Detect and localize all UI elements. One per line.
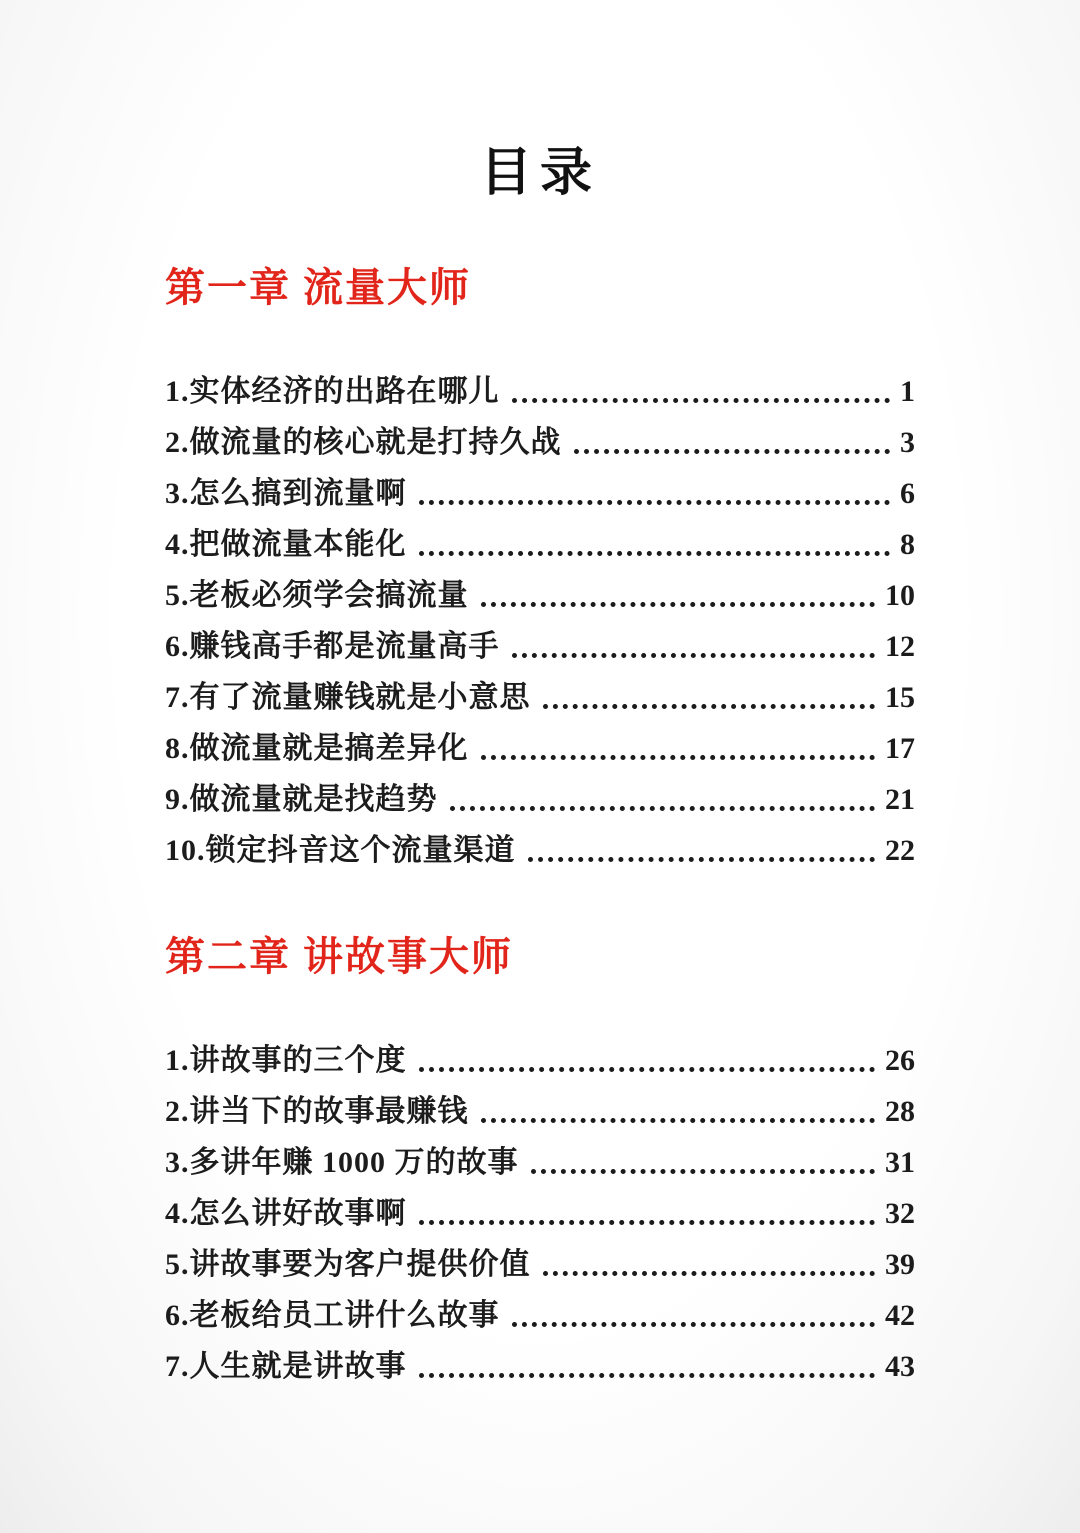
toc-entry[interactable]	[165, 782, 915, 818]
dot-leader	[531, 1169, 876, 1174]
toc-entry-label: 5.老板必须学会搞流量	[165, 579, 469, 612]
chapters-container	[165, 265, 915, 1385]
toc-entry-label: 1.讲故事的三个度	[165, 1044, 407, 1077]
toc-entry-label: 8.做流量就是搞差异化	[165, 732, 469, 765]
toc-entry-page: 8	[900, 528, 915, 561]
toc-entry-label: 4.怎么讲好故事啊	[165, 1197, 407, 1230]
toc-entry[interactable]	[165, 629, 915, 665]
toc-list	[165, 1043, 915, 1385]
toc-entry-page: 21	[885, 783, 915, 816]
chapter-title: 第一章 流量大师	[165, 265, 471, 310]
toc-entry[interactable]	[165, 1298, 915, 1334]
toc-entry[interactable]	[165, 578, 915, 614]
toc-entry-page: 10	[885, 579, 915, 612]
toc-entry-label: 10.锁定抖音这个流量渠道	[165, 834, 516, 867]
toc-entry-page: 12	[885, 630, 915, 663]
dot-leader	[419, 551, 891, 556]
toc-entry-page: 6	[900, 477, 915, 510]
toc-entry[interactable]	[165, 1145, 915, 1181]
dot-leader	[419, 1373, 876, 1378]
dot-leader	[528, 857, 876, 862]
toc-entry-label: 2.做流量的核心就是打持久战	[165, 426, 562, 459]
toc-entry-label: 7.人生就是讲故事	[165, 1350, 407, 1383]
dot-leader	[543, 1271, 876, 1276]
toc-entry[interactable]	[165, 680, 915, 716]
toc-entry[interactable]	[165, 731, 915, 767]
toc-entry[interactable]	[165, 1094, 915, 1130]
toc-entry-page: 43	[885, 1350, 915, 1383]
toc-entry[interactable]	[165, 1247, 915, 1283]
toc-entry-label: 7.有了流量赚钱就是小意思	[165, 681, 531, 714]
dot-leader	[419, 1067, 876, 1072]
toc-entry-label: 9.做流量就是找趋势	[165, 783, 438, 816]
toc-entry[interactable]	[165, 374, 915, 410]
toc-entry-page: 32	[885, 1197, 915, 1230]
toc-entry[interactable]	[165, 1349, 915, 1385]
chapter-section	[165, 265, 915, 869]
page-title: 目录	[479, 145, 600, 202]
toc-entry-label: 6.老板给员工讲什么故事	[165, 1299, 500, 1332]
chapter-title: 第二章 讲故事大师	[165, 934, 513, 979]
dot-leader	[512, 398, 891, 403]
chapter-section	[165, 934, 915, 1385]
dot-leader	[512, 1322, 876, 1327]
dot-leader	[481, 755, 876, 760]
dot-leader	[543, 704, 876, 709]
dot-leader	[419, 1220, 876, 1225]
toc-entry-page: 17	[885, 732, 915, 765]
toc-entry-page: 26	[885, 1044, 915, 1077]
dot-leader	[481, 1118, 876, 1123]
dot-leader	[481, 602, 876, 607]
toc-entry[interactable]	[165, 425, 915, 461]
toc-entry-page: 42	[885, 1299, 915, 1332]
dot-leader	[512, 653, 876, 658]
toc-entry-page: 31	[885, 1146, 915, 1179]
toc-entry[interactable]	[165, 1196, 915, 1232]
toc-entry-label: 3.怎么搞到流量啊	[165, 477, 407, 510]
toc-entry-page: 22	[885, 834, 915, 867]
toc-entry[interactable]	[165, 833, 915, 869]
toc-entry-label: 6.赚钱高手都是流量高手	[165, 630, 500, 663]
toc-entry-label: 1.实体经济的出路在哪儿	[165, 375, 500, 408]
toc-entry-page: 28	[885, 1095, 915, 1128]
toc-entry[interactable]	[165, 476, 915, 512]
dot-leader	[450, 806, 876, 811]
toc-entry-page: 15	[885, 681, 915, 714]
toc-entry[interactable]	[165, 527, 915, 563]
toc-entry-label: 5.讲故事要为客户提供价值	[165, 1248, 531, 1281]
toc-list	[165, 374, 915, 869]
toc-entry-page: 39	[885, 1248, 915, 1281]
toc-entry-page: 1	[900, 375, 915, 408]
toc-entry-label: 4.把做流量本能化	[165, 528, 407, 561]
toc-entry-label: 3.多讲年赚 1000 万的故事	[165, 1146, 519, 1179]
dot-leader	[419, 500, 891, 505]
toc-entry[interactable]	[165, 1043, 915, 1079]
toc-entry-label: 2.讲当下的故事最赚钱	[165, 1095, 469, 1128]
dot-leader	[574, 449, 891, 454]
toc-entry-page: 3	[900, 426, 915, 459]
